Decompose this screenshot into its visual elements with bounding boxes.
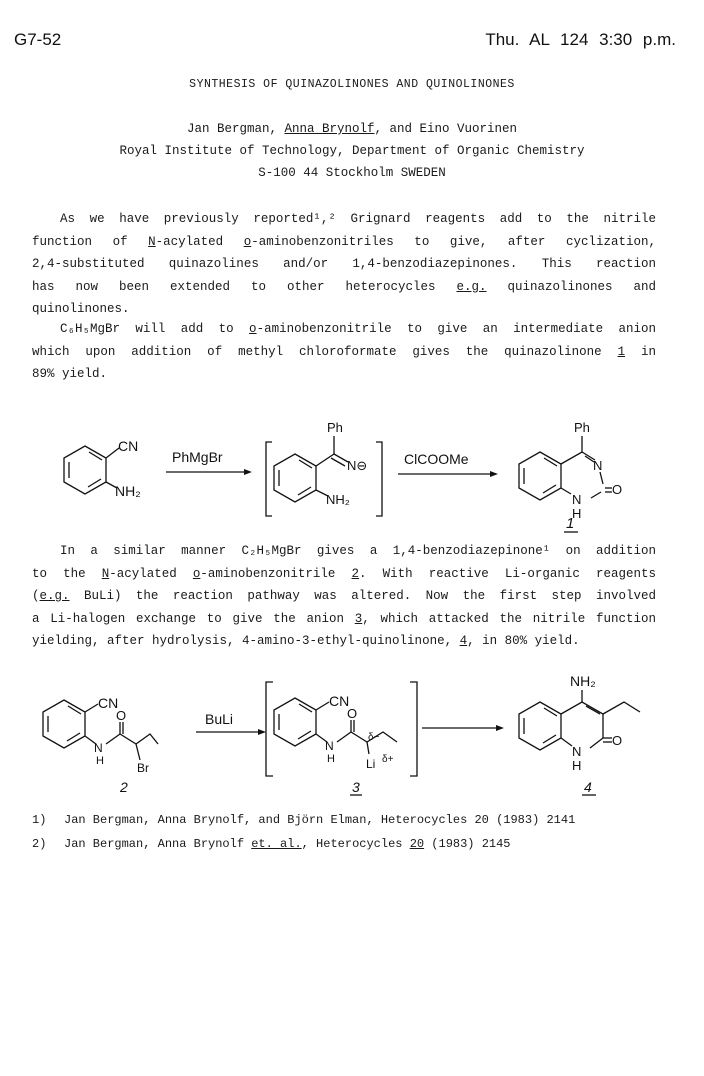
text: ( [32,589,40,603]
text: which upon addition of methyl chloroformate gives the quinazolinone [32,344,618,359]
br-label: Br [137,761,149,775]
text: has now been extended to other heterocycles [32,279,457,294]
h-label: H [572,758,582,773]
text: function of [32,234,149,249]
compound-2-structure [43,695,158,795]
text: 2 [351,566,360,581]
author-3: , and Eino Vuorinen [374,122,518,136]
text: , Heterocycles [301,837,410,851]
text: BuLi) the reaction pathway was altered. Now the first step involved [69,589,656,603]
text: to the [32,566,102,581]
text: (1983) 2145 [424,837,511,851]
o-label: O [347,706,358,721]
nh-label: N [572,492,582,507]
reagent-phmgbr: PhMgBr [172,449,223,465]
n-label: N [94,741,103,755]
text: e.g. [39,589,70,603]
session-time: Thu. AL 124 3:30 p.m. [485,30,676,49]
cn-label: CN [329,693,350,709]
n-anion-label: N⊖ [347,458,368,473]
para2-line [32,318,656,341]
references [32,808,672,856]
para3-line [32,608,656,631]
ph-label: Ph [327,420,343,435]
reagent-clcoome: ClCOOMe [404,451,469,467]
text: -aminobenzonitrile to give an intermediate anion [256,322,656,336]
reagent-buli: BuLi [205,711,234,727]
ref-text [64,832,511,856]
text: 4 [459,634,468,648]
nh2-label: NH₂ [570,673,596,689]
o-label: O [612,733,623,748]
text: -aminobenzonitriles to give, after cyclization, [251,234,656,249]
nh2-label: NH₂ [326,492,350,507]
para1-line [32,231,656,254]
text: o [192,566,201,581]
text: 20 [409,837,425,851]
para1-line: As we have previously reported¹,² Grignard reagents add to the nitrile [60,212,656,226]
session-code: G7-52 [14,30,62,49]
text: yielding, after hydrolysis, 4-amino-3-ethyl-quinolinone, [32,634,460,648]
text: , which attacked the nitrile function [362,611,656,626]
text: , in 80% yield. [467,634,580,648]
nh2-label: NH₂ [115,483,141,499]
authors [0,122,704,136]
h-label: H [327,753,335,765]
para2-line [32,341,656,364]
address: S-100 44 Stockholm SWEDEN [258,166,446,180]
para3-line: In a similar manner C₂H₅MgBr gives a 1,4-benzodiazepinone¹ on addition [60,544,656,558]
reaction-scheme-1 [0,412,704,552]
text: N [101,566,110,581]
text: 3 [354,611,363,626]
compound-3-label: 3 [352,779,360,795]
paragraph-2 [32,318,656,386]
quinazolinone-1 [519,420,622,532]
text: . With reactive Li-organic reagents [359,566,656,581]
ref-number: 1) [32,813,47,827]
para3-line [32,630,656,653]
para3-line [32,585,656,608]
text: C₆H₅MgBr will add to [60,322,250,336]
text: et. al. [251,837,302,851]
li-label: Li [366,757,376,771]
h-label: H [572,506,582,521]
para1-line [32,276,656,299]
delta-minus-label: δ− [368,732,380,743]
text: o [249,322,257,336]
ref-number: 2) [32,837,47,851]
text: e.g. [456,279,487,294]
o-label: O [116,708,127,723]
compound-4-label: 4 [584,779,592,795]
aminobenzonitrile-structure [64,438,141,499]
compound-1-label: 1 [566,515,575,532]
anion-3-structure [266,682,417,795]
h-label: H [96,755,104,767]
text: Jan Bergman, Anna Brynolf [64,837,252,851]
intermediate-imine-anion [266,420,382,516]
cn-label: CN [98,695,119,711]
affiliation: Royal Institute of Technology, Department of Organic Chemistry [119,144,585,158]
text: a Li-halogen exchange to give the anion [32,611,355,626]
quinolinone-4-structure [519,673,640,795]
text: N [148,234,156,249]
o-label: O [612,482,623,497]
ph-label: Ph [574,420,590,435]
n-label: N [325,739,334,753]
text: quinazolinones and [486,279,656,294]
paper-title: SYNTHESIS OF QUINAZOLINONES AND QUINOLINONES [189,78,515,91]
reference-2 [32,832,672,856]
para2-line: 89% yield. [32,367,108,381]
paragraph-3 [32,540,656,653]
para1-line: 2,4-substituted quinazolines and/or 1,4-benzodiazepinones. This reaction [32,257,656,271]
text: in [625,344,656,359]
para1-line: quinolinones. [32,302,130,316]
text: -acylated [109,566,193,581]
reference-1 [32,808,672,832]
para3-line [32,563,656,586]
text: o [243,234,252,249]
n-label: N [593,458,603,473]
text: 1 [617,344,626,359]
ref-text: Jan Bergman, Anna Brynolf, and Björn Elman, Heterocycles 20 (1983) 2141 [64,813,576,827]
paragraph-1 [32,208,656,321]
reaction-scheme-2 [0,668,704,798]
text: -acylated [155,234,244,249]
n-label: N [572,744,582,759]
delta-plus-label: δ+ [382,754,394,765]
cn-label: CN [118,438,139,454]
text: -aminobenzonitrile [200,566,352,581]
compound-2-label: 2 [120,779,128,795]
author-1: Jan Bergman, [186,122,285,136]
author-2-presenter: Anna Brynolf [284,122,375,136]
